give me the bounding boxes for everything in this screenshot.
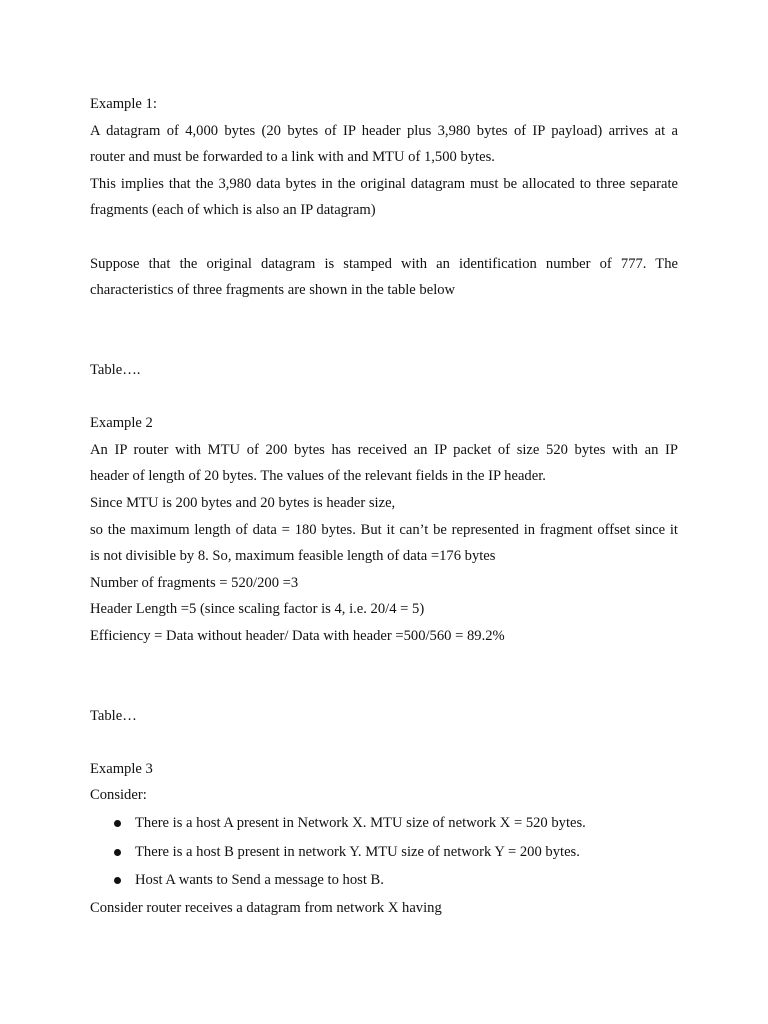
- bullet-icon: [114, 877, 121, 884]
- example-2-line-7: Header Length =5 (since scaling factor is 4, i.e. 20/4 = 5): [90, 601, 425, 618]
- example-2-line-6: Number of fragments = 520/200 =3: [90, 574, 299, 591]
- list-item-text: There is a host A present in Network X. MTU size of network X = 520 bytes.: [135, 815, 586, 832]
- list-item-text: There is a host B present in network Y. MTU size of network Y = 200 bytes.: [135, 843, 580, 860]
- example-1-line-2: router and must be forwarded to a link with and MTU of 1,500 bytes.: [90, 149, 495, 166]
- list-item: [90, 809, 678, 838]
- document-page: [90, 91, 678, 921]
- example-2-line-8: Efficiency = Data without header/ Data with header =500/560 = 89.2%: [90, 627, 505, 644]
- example-1-para2-line-1: Suppose that the original datagram is stamped with an identification number of 777. The: [90, 255, 678, 272]
- example-2-line-5: is not divisible by 8. So, maximum feasible length of data =176 bytes: [90, 548, 496, 565]
- example-3-heading: Example 3: [90, 760, 153, 777]
- table-placeholder-1: Table….: [90, 361, 141, 378]
- example-2-heading: Example 2: [90, 415, 153, 432]
- list-item: [90, 866, 678, 895]
- example-1-para2-line-2: characteristics of three fragments are shown in the table below: [90, 282, 456, 299]
- table-placeholder-2: Table…: [90, 707, 137, 724]
- example-1-heading: Example 1:: [90, 96, 157, 112]
- example-1-line-4: fragments (each of which is also an IP datagram): [90, 202, 376, 219]
- example-2-line-1: An IP router with MTU of 200 bytes has received an IP packet of size 520 bytes with an IP: [90, 441, 678, 458]
- example-3-intro: Consider:: [90, 787, 147, 804]
- bullet-icon: [114, 849, 121, 856]
- example-2-line-2: header of length of 20 bytes. The values of the relevant fields in the IP header.: [90, 468, 546, 485]
- example-3-closing: Consider router receives a datagram from network X having: [90, 899, 442, 916]
- example-1-line-1: A datagram of 4,000 bytes (20 bytes of IP header plus 3,980 bytes of IP payload) arrives at a: [90, 122, 678, 139]
- example-2-line-4: so the maximum length of data = 180 bytes. But it can’t be represented in fragment offset since it: [90, 521, 678, 538]
- bullet-icon: [114, 820, 121, 827]
- example-3-bullet-list: [90, 809, 678, 895]
- example-1-line-3: This implies that the 3,980 data bytes in the original datagram must be allocated to three separate: [90, 175, 678, 192]
- example-2-line-3: Since MTU is 200 bytes and 20 bytes is header size,: [90, 494, 396, 511]
- list-item: [90, 838, 678, 867]
- list-item-text: Host A wants to Send a message to host B.: [135, 872, 384, 889]
